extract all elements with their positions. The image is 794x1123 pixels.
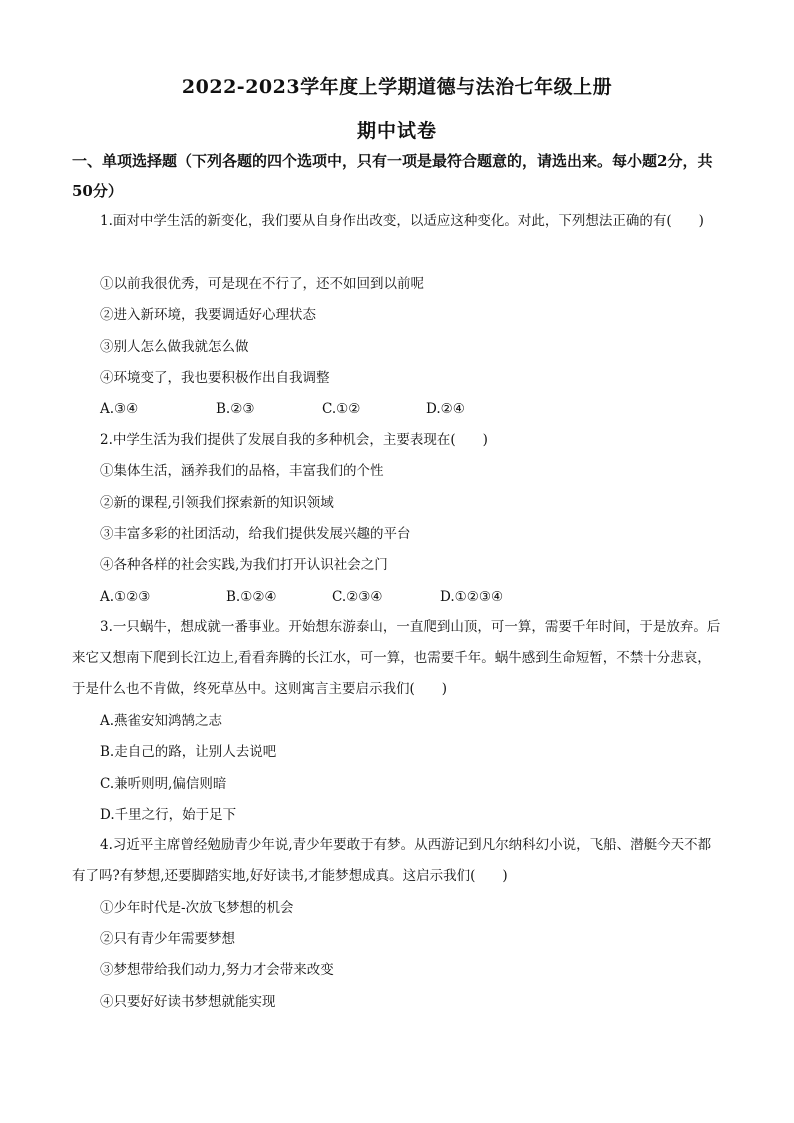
question-3-option-d: D.千里之行，始于足下 [100, 807, 237, 823]
question-2-options [100, 587, 503, 607]
question-1-option-c: C.①② [322, 401, 361, 417]
question-4-item-2: ②只有青少年需要梦想 [100, 931, 235, 947]
exam-subtitle: 期中试卷 [356, 120, 437, 142]
question-4-stem: 4.习近平主席曾经勉励青少年说,青少年要敢于有梦。从西游记到凡尔纳科幻小说，飞船、潜艇今天不都有了吗?有梦想,还要脚踏实地,好好读书,才能梦想成真。这启示我们( ) [72, 837, 712, 884]
question-1-option-a: A.③④ [100, 401, 139, 417]
question-2-stem: 2.中学生活为我们提供了发展自我的多种机会，主要表现在( ) [100, 432, 488, 448]
question-2-item-2: ②新的课程,引领我们探索新的知识领域 [100, 495, 334, 511]
exam-title: 2022-2023学年度上学期道德与法治七年级上册 [181, 76, 613, 98]
question-1-item-3: ③别人怎么做我就怎么做 [100, 339, 249, 355]
question-2-item-3: ③丰富多彩的社团活动，给我们提供发展兴趣的平台 [100, 526, 411, 542]
section-heading: 一、单项选择题（下列各题的四个选项中，只有一项是最符合题意的，请选出来。每小题2分，共50分） [72, 152, 713, 200]
question-2-option-d: D.①②③④ [440, 589, 504, 605]
question-3-option-c: C.兼听则明,偏信则暗 [100, 776, 227, 792]
question-1-option-b: B.②③ [216, 401, 255, 417]
question-3-stem: 3.一只蜗牛，想成就一番事业。开始想东游泰山，一直爬到山顶，可一算，需要千年时间，于是放弃。后来它又想南下爬到长江边上,看看奔腾的长江水，可一算，也需要千年。蜗牛感到生命短暂，不禁十分悲哀，于是什么也不肯做，终死草丛中。这则寓言主要启示我们( ) [72, 619, 721, 697]
question-3-option-b: B.走自己的路，让别人去说吧 [100, 744, 277, 760]
question-1-item-1: ①以前我很优秀，可是现在不行了，还不如回到以前呢 [100, 276, 424, 292]
question-4-item-1: ①少年时代是-次放飞梦想的机会 [100, 900, 294, 916]
question-1-option-d: D.②④ [426, 401, 465, 417]
question-4-item-3: ③梦想带给我们动力,努力才会带来改变 [100, 962, 334, 978]
question-2-item-4: ④各种各样的社会实践,为我们打开认识社会之门 [100, 557, 388, 573]
question-1-options [100, 399, 465, 419]
question-4-item-4: ④只要好好读书梦想就能实现 [100, 994, 276, 1010]
question-2-option-c: C.②③④ [332, 589, 383, 605]
question-1-item-2: ②进入新环境，我要调适好心理状态 [100, 307, 316, 323]
question-1-stem: 1.面对中学生活的新变化，我们要从自身作出改变，以适应这种变化。对此，下列想法正确的有( ) [100, 213, 704, 229]
question-1-item-4: ④环境变了，我也要积极作出自我调整 [100, 370, 330, 386]
question-3-option-a: A.燕雀安知鸿鹄之志 [100, 713, 223, 729]
question-2-option-a: A.①②③ [100, 589, 151, 605]
question-2-item-1: ①集体生活，涵养我们的品格，丰富我们的个性 [100, 463, 384, 479]
question-2-option-b: B.①②④ [226, 589, 277, 605]
